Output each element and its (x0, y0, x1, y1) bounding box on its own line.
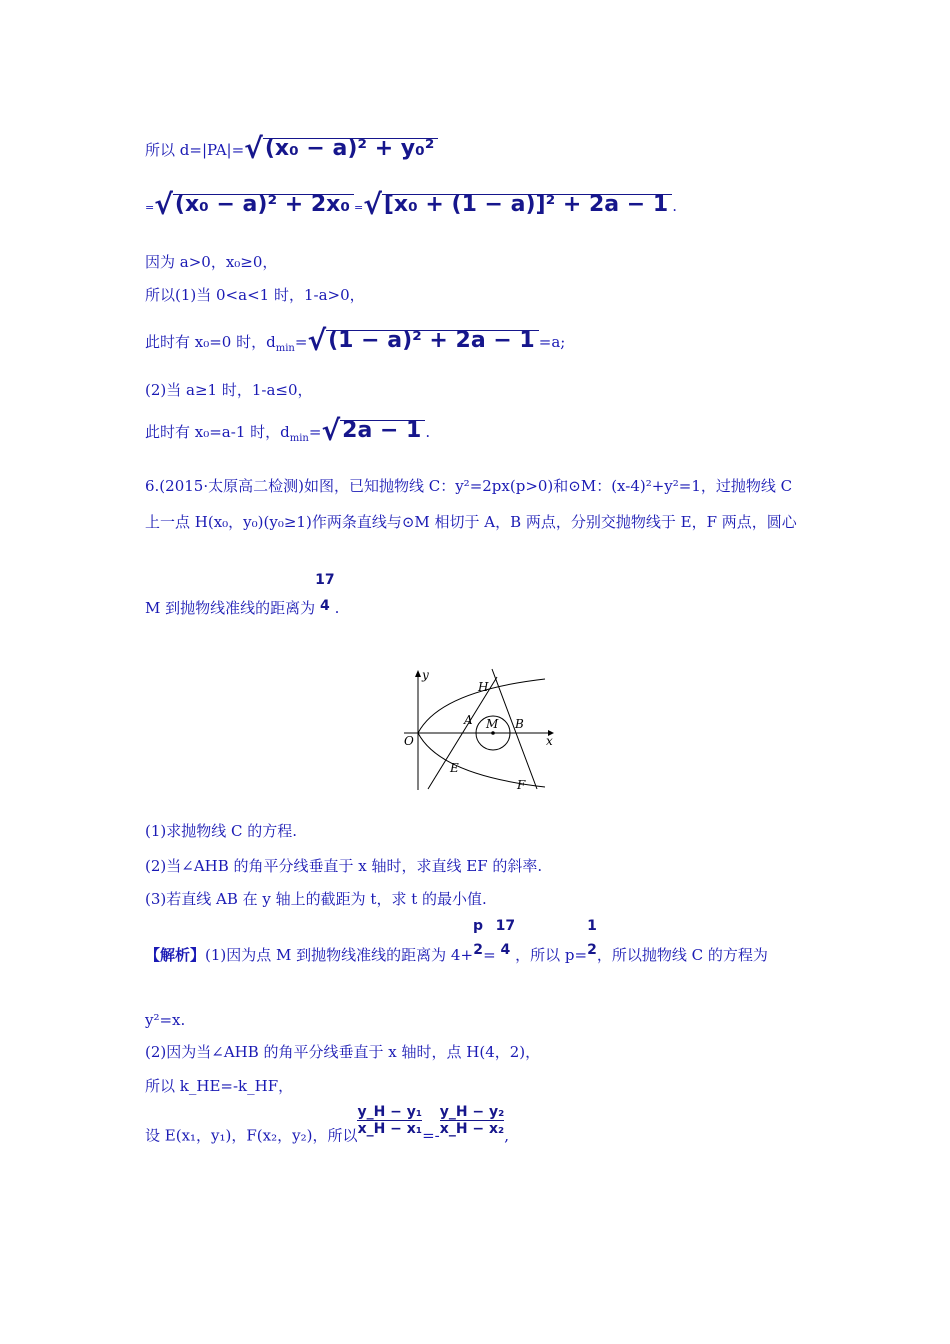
eq: = (294, 333, 308, 351)
line-case2-min (145, 414, 431, 449)
solution-line-3: 所以 k_HE=-k_HF， (145, 1077, 294, 1095)
solution-line-4 (145, 1104, 509, 1146)
question-6-line-2: 上一点 H(x₀，y₀)(y₀≥1)作两条直线与⊙M 相切于 A，B 两点，分别交抛物线于 E，F 两点，圆心 (145, 513, 797, 531)
fraction-slope-he (357, 1104, 422, 1137)
period: . (672, 197, 677, 215)
text: ，所以抛物线 C 的方程为 (596, 946, 768, 964)
label-m: M (486, 717, 499, 731)
text: =a; (538, 333, 566, 351)
numerator: 1 (587, 918, 597, 934)
sqrt-expr-1: √(x₀ − a)² + y₀² (244, 136, 438, 161)
fraction-slope-hf (440, 1104, 505, 1137)
line-case1: 所以(1)当 0<a<1 时，1-a>0， (145, 286, 365, 304)
y-arrow-icon (415, 670, 421, 677)
eq: =- (422, 1126, 440, 1145)
denominator: x_H − x₂ (439, 1121, 505, 1137)
fraction-17-4 (315, 572, 334, 614)
fraction-1-2 (587, 918, 597, 958)
radicand: (1 − a)² + 2a − 1 (326, 330, 539, 351)
line-condition: 因为 a>0，x₀≥0， (145, 253, 278, 271)
text: ，所以 p= (515, 946, 588, 964)
radicand: (x₀ − a)² + 2x₀ (173, 194, 354, 215)
subscript: min (289, 433, 309, 444)
sqrt-expr-5: √2a − 1 (321, 418, 425, 443)
denominator: 2 (473, 942, 483, 958)
period: . (334, 599, 340, 617)
eq: = (483, 946, 496, 964)
comma: , (504, 1126, 510, 1145)
solution-tag: 【解析】 (145, 946, 206, 964)
line-distance-expanded (145, 188, 677, 221)
denominator: 4 (320, 598, 330, 614)
label-o: O (404, 734, 414, 748)
label-e: E (450, 761, 459, 775)
question-6-line-3 (145, 572, 339, 618)
text: 所以 d=|PA|= (145, 141, 245, 159)
denominator: x_H − x₁ (357, 1121, 422, 1137)
solution-answer-1: y²=x. (145, 1011, 186, 1029)
label-a: A (464, 713, 473, 727)
period: . (425, 423, 431, 441)
sqrt-expr-4: √(1 − a)² + 2a − 1 (307, 328, 538, 353)
numerator: 17 (495, 918, 516, 934)
denominator: 2 (587, 942, 597, 958)
numerator: p (473, 918, 484, 934)
numerator: 17 (315, 572, 335, 588)
line-distance (145, 132, 438, 165)
radicand: [x₀ + (1 − a)]² + 2a − 1 (382, 194, 672, 215)
text: M 到抛物线准线的距离为 (145, 599, 316, 617)
numerator: y_H − y₁ (357, 1104, 423, 1120)
label-f: F (517, 778, 526, 792)
solution-line-1 (145, 918, 768, 965)
label-x: x (546, 734, 553, 748)
text: 设 E(x₁，y₁)，F(x₂，y₂)，所以 (145, 1126, 358, 1145)
radicand: 2a − 1 (340, 420, 425, 441)
sqrt-expr-2: √(x₀ − a)² + 2x₀ (154, 192, 354, 217)
fraction-p-2 (473, 918, 483, 958)
line-case1-min (145, 324, 566, 359)
line-case2: (2)当 a≥1 时，1-a≤0， (145, 381, 313, 399)
label-y: y (422, 668, 429, 682)
denominator: 4 (500, 942, 511, 958)
subscript: min (275, 343, 295, 354)
eq: = (353, 201, 364, 214)
sub-question-1: (1)求抛物线 C 的方程. (145, 822, 298, 840)
label-h: H (478, 680, 489, 694)
text: 此时有 x₀=0 时，d (145, 333, 276, 351)
center-m-dot (491, 731, 495, 735)
eq: = (145, 201, 155, 214)
text: 此时有 x₀=a-1 时，d (145, 423, 290, 441)
solution-line-2: (2)因为当∠AHB 的角平分线垂直于 x 轴时，点 H(4，2)， (145, 1043, 541, 1061)
numerator: y_H − y₂ (439, 1104, 505, 1120)
sub-question-3: (3)若直线 AB 在 y 轴上的截距为 t，求 t 的最小值. (145, 890, 487, 908)
sub-question-2: (2)当∠AHB 的角平分线垂直于 x 轴时，求直线 EF 的斜率. (145, 857, 543, 875)
radicand: (x₀ − a)² + y₀² (263, 138, 439, 159)
parabola-figure (400, 665, 560, 795)
sqrt-expr-3: √[x₀ + (1 − a)]² + 2a − 1 (363, 192, 672, 217)
question-6-line-1: 6.(2015·太原高二检测)如图，已知抛物线 C：y²=2px(p>0)和⊙M：(x-4)²+y²=1，过抛物线 C (145, 477, 793, 495)
text: (1)因为点 M 到抛物线准线的距离为 4+ (205, 946, 474, 964)
fraction-17-4-b (496, 918, 515, 958)
eq: = (308, 423, 322, 441)
label-b: B (515, 717, 524, 731)
